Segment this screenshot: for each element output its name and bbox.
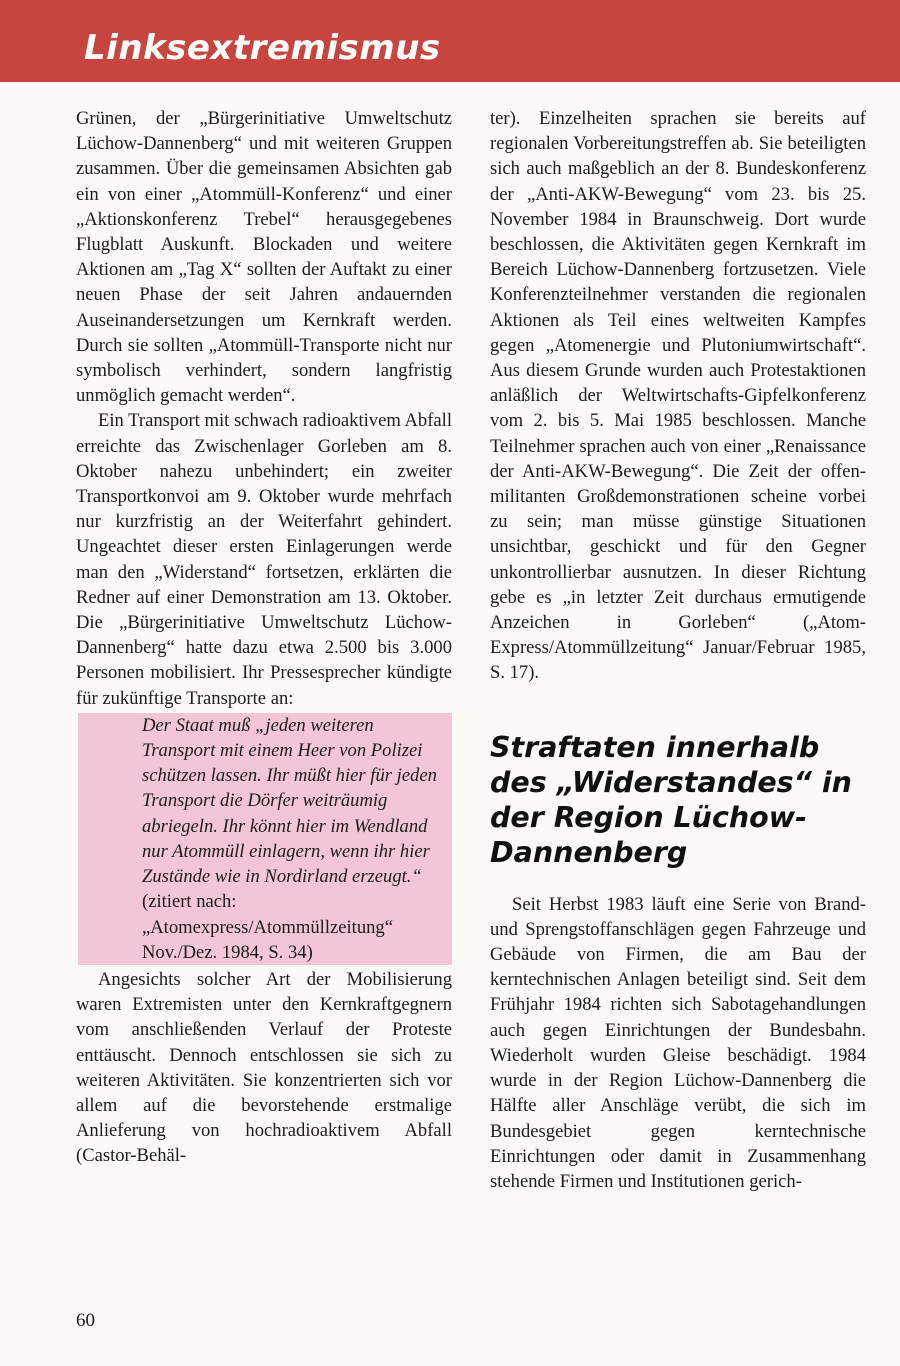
paragraph: Seit Herbst 1983 läuft eine Serie von Brand-und Sprengstoffanschlägen gegen Fahrzeuge und Gebäude von Firmen, die am Bau der kerntechnischen Anlagen beteiligt sind. Seit dem Frühjahr 1984 richten sich Sabotagehandlungen auch gegen Einrichtungen der Bundesbahn. Wiederholt wurden Gleise beschädigt. 1984 wurde in der Region Lüchow-Dannenberg die Hälfte aller Anschläge verübt, die sich im Bundesgebiet gegen kerntechnische Einrichtungen oder damit in Zusammenhang stehende Firmen und Institutionen gerich- bbox=[490, 893, 866, 1192]
section-banner bbox=[0, 0, 900, 82]
quote-citation: (zitiert nach: „Atomexpress/Atommüllzeitung“ Nov./Dez. 1984, S. 34) bbox=[142, 891, 393, 963]
paragraph: Ein Transport mit schwach radioaktivem Abfall erreichte das Zwischenlager Gorleben am 8. Oktober nahezu unbehindert; ein zweiter Transportkonvoi am 9. Oktober wurde mehrfach nur kurzfristig an der Weiterfahrt gehindert. Ungeachtet dieser ersten Einlagerungen werde man den „Widerstand“ fortsetzen, erklärten die Redner auf einer Demonstration am 13. Oktober. Die „Bürgerinitiative Umweltschutz Lüchow-Dannenberg“ hatte dazu etwa 2.500 bis 3.000 Personen mobilisiert. Ihr Pressesprecher kündigte für zukünftige Transporte an: bbox=[76, 410, 452, 709]
quote-block bbox=[78, 713, 452, 965]
paragraph: Grünen, der „Bürgerinitiative Umweltschutz Lüchow-Dannenberg“ und mit weiteren Gruppen zusammen. Über die gemeinsamen Absichten gab ein von einer „Atommüll-Konferenz“ und einer „Aktionskonferenz Trebel“ herausgegebenes Flugblatt Auskunft. Blockaden und weitere Aktionen am „Tag X“ sollten der Auftakt zu einer neuen Phase der seit Jahren andauernden Auseinandersetzungen um Kernkraft werden. Durch sie sollten „Atommüll-Transporte nicht nur symbolisch verhindert, sondern langfristig unmöglich gemacht werden“. bbox=[76, 108, 452, 407]
quote-text: Der Staat muß „jeden weiteren Transport mit einem Heer von Polizei schützen lassen. Ihr müßt hier für jeden Transport die Dörfer weiträumig abriegeln. Ihr könnt hier im Wendland nur Atommüll einlagern, wenn ihr hier Zustände wie in Nordirland erzeugt.“ bbox=[142, 714, 437, 888]
paragraph: Angesichts solcher Art der Mobilisierung waren Extremisten unter den Kernkraftgegnern vom anschließenden Verlauf der Proteste enttäuscht. Dennoch entschlossen sie sich zu weiteren Aktivitäten. Sie konzentrierten sich vor allem auf die bevorstehende erstmalige Anlieferung von hochradioaktivem Abfall (Castor-Behäl- bbox=[76, 968, 452, 1167]
left-column bbox=[76, 106, 452, 1169]
paragraph: ter). Einzelheiten sprachen sie bereits auf regionalen Vorbereitungstreffen ab. Sie beteiligten sich auch maßgeblich an der 8. Bundeskonferenz der „Anti-AKW-Bewegung“ vom 23. bis 25. November 1984 in Braunschweig. Dort wurde beschlossen, die Aktivitäten gegen Kernkraft im Bereich Lüchow-Dannenberg fortzusetzen. Viele Konferenzteilnehmer verstanden die regionalen Aktionen als Teil eines weltweiten Kampfes gegen „Atomenergie und Plutoniumwirtschaft“. Aus diesem Grunde wurden auch Protestaktionen anläßlich der Weltwirtschafts-Gipfelkonferenz vom 2. bis 5. Mai 1985 beschlossen. Manche Teilnehmer sprachen auch von einer „Renaissance der Anti-AKW-Bewegung“. Die Zeit der offen-militanten Großdemonstrationen scheine vorbei zu sein; man müsse günstige Situationen unsichtbar, geschickt und für den Gegner unkontrollierbar ausnutzen. In dieser Richtung gebe es „in letzter Zeit durchaus ermutigende Anzeichen in Gorleben“ („Atom-Express/Atommüllzeitung“ Januar/Februar 1985, S. 17). bbox=[490, 108, 866, 684]
section-heading: Straftaten innerhalb des „Widerstandes“ in der Region Lüchow-Dannenberg bbox=[490, 730, 852, 869]
section-title: Linksextremismus bbox=[84, 28, 441, 68]
right-column bbox=[490, 106, 866, 1194]
page-number: 60 bbox=[76, 1310, 95, 1331]
